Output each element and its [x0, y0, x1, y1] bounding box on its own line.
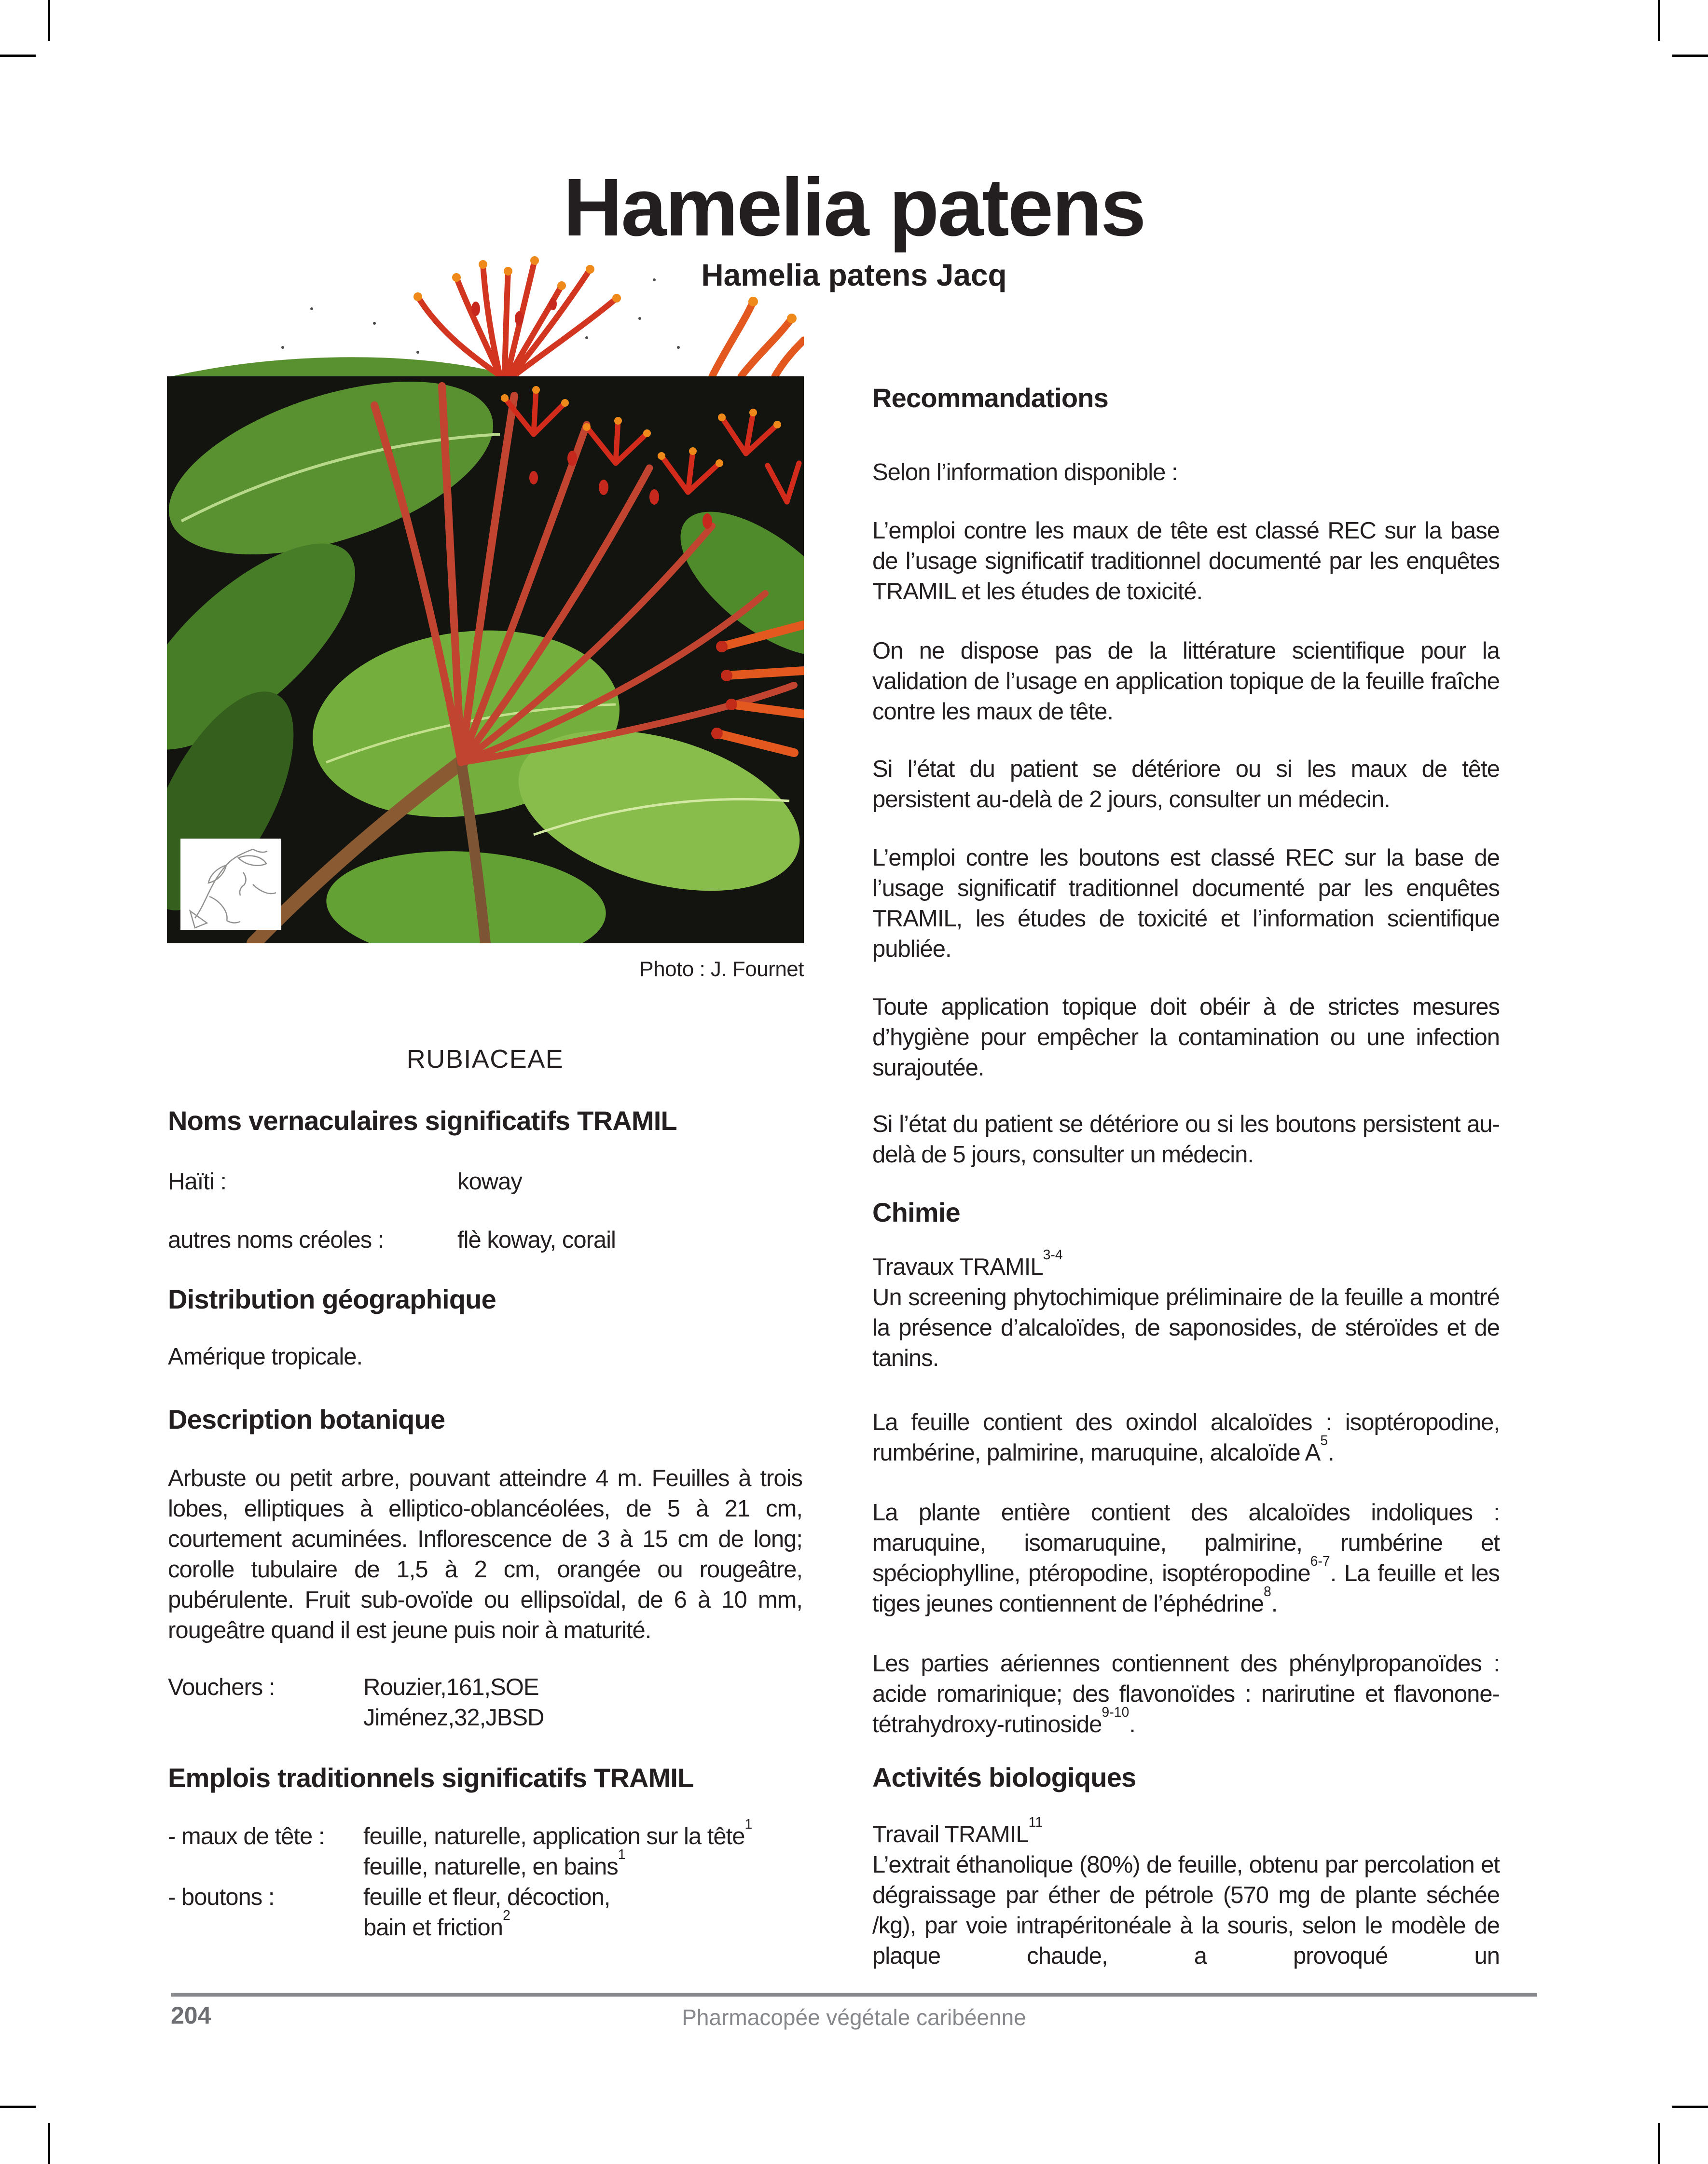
flower-spray-illustration	[167, 251, 804, 376]
use-line: feuille, naturelle, application sur la tête$^1$	[363, 1817, 753, 1849]
vouchers-label: Vouchers :	[168, 1674, 275, 1700]
vernacular-heading: Noms vernaculaires significatifs TRAMIL	[168, 1105, 677, 1136]
recommendation-paragraph: Si l’état du patient se détériore ou si les maux de tête persistent au-delà de 2 jours, consulter un médecin.	[872, 756, 1500, 813]
recommendation-paragraph: L’emploi contre les maux de tête est classé REC sur la base de l’usage significatif traditionnel documenté par les enquêtes TRAMIL et les études de toxicité.	[872, 518, 1500, 605]
vernacular-value: koway	[457, 1169, 522, 1195]
right-column	[872, 381, 1500, 1971]
left-column	[168, 1042, 802, 1943]
crop-mark-top-right-vertical	[1658, 0, 1660, 41]
use-line: feuille et fleur, décoction,	[363, 1884, 610, 1910]
chemistry-paragraph: La plante entière contient des alcaloïdes indoliques : maruquine, isomaruquine, palmirine, rumbérine et spéciophylline, ptéropodine, isoptéropodine$^{6-7}$. La feuille et les tiges jeunes contiennent de l’éphédrine$^8$.	[872, 1500, 1500, 1617]
botany-paragraph: Arbuste ou petit arbre, pouvant atteindre 4 m. Feuilles à trois lobes, elliptiques à elliptico-oblancéolées, de 5 à 21 cm, courtement acuminées. Inflorescence de 3 à 15 cm de long; corolle tubulaire de 1,5 à 2 cm, orangée ou rougeâtre, pubérulente. Fruit sub-ovoïde ou ellipsoïdal, de 6 à 10 mm, rougeâtre quand il est jeune puis noir à maturité.	[168, 1465, 802, 1643]
crop-mark-bottom-left-horizontal	[0, 2106, 36, 2108]
use-label: - maux de tête :	[168, 1823, 325, 1849]
plant-photo	[167, 376, 804, 943]
botany-heading: Description botanique	[168, 1404, 445, 1434]
book-title: Pharmacopée végétale caribéenne	[682, 2005, 1026, 2030]
photo-overflow-flowers	[167, 251, 804, 376]
crop-mark-bottom-right-vertical	[1658, 2123, 1660, 2164]
recommendations-intro: Selon l’information disponible :	[872, 459, 1178, 485]
biology-source: Travail TRAMIL$^{11}$	[872, 1815, 1043, 1847]
vernacular-row-creole	[168, 1225, 802, 1255]
crop-mark-top-left-horizontal	[0, 55, 36, 57]
footer-rule	[171, 1993, 1537, 1997]
vernacular-label: Haïti :	[168, 1169, 226, 1195]
family-name: RUBIACEAE	[406, 1045, 564, 1074]
chemistry-source: Travaux TRAMIL$^{3-4}$	[872, 1247, 1063, 1280]
use-values	[363, 1817, 753, 1882]
recommendation-paragraph: On ne dispose pas de la littérature scientifique pour la validation de l’usage en application topique de la feuille fraîche contre les maux de tête.	[872, 638, 1500, 725]
crop-mark-top-right-horizontal	[1672, 55, 1708, 57]
voucher-value: Rouzier,161,SOE	[363, 1674, 539, 1700]
voucher-value: Jiménez,32,JBSD	[363, 1705, 544, 1731]
biology-heading: Activités biologiques	[872, 1762, 1136, 1792]
use-label: - boutons :	[168, 1884, 275, 1910]
chemistry-paragraph: La feuille contient des oxindol alcaloïdes : isoptéropodine, rumbérine, palmirine, maruquine, alcaloïde $A^5$.	[872, 1409, 1500, 1466]
use-values	[363, 1882, 610, 1943]
crop-mark-top-left-vertical	[48, 0, 50, 41]
vouchers-values	[363, 1672, 544, 1733]
uses-heading: Emplois traditionnels significatifs TRAMIL	[168, 1763, 694, 1793]
use-row-pimples	[168, 1882, 802, 1943]
vouchers-row	[168, 1672, 802, 1733]
botanical-sketch-inset	[180, 839, 281, 930]
page-subtitle: Hamelia patens Jacq	[701, 258, 1007, 292]
recommendation-paragraph: Si l’état du patient se détériore ou si les boutons persistent au-delà de 5 jours, consulter un médecin.	[872, 1111, 1500, 1168]
vernacular-row-haiti	[168, 1167, 802, 1197]
botanical-sketch	[180, 839, 281, 930]
biology-paragraph: L’extrait éthanolique (80%) de feuille, obtenu par percolation et dégraissage par éther de pétrole (570 mg de plante séchée /kg), par voie intrapéritonéale à la souris, selon le modèle de plaque chaude, a provoqué un	[872, 1852, 1500, 1969]
crop-mark-bottom-right-horizontal	[1672, 2106, 1708, 2108]
use-row-headache	[168, 1817, 802, 1882]
chemistry-paragraph: Les parties aériennes contiennent des phénylpropanoïdes : acide romarinique; des flavonoïdes : narirutine et flavonone-tétrahydroxy-rutinoside$^{9-10}$.	[872, 1651, 1500, 1737]
recommendations-heading: Recommandations	[872, 383, 1108, 413]
photo-credit: Photo : J. Fournet	[639, 957, 804, 981]
chemistry-paragraph: Un screening phytochimique préliminaire de la feuille a montré la présence d’alcaloïdes, de saponosides, de stéroïdes et de tanins.	[872, 1284, 1500, 1371]
recommendation-paragraph: L’emploi contre les boutons est classé REC sur la base de l’usage significatif traditionnel documenté par les enquêtes TRAMIL, les études de toxicité et l’information scientifique publiée.	[872, 845, 1500, 962]
crop-mark-bottom-left-vertical	[48, 2123, 50, 2164]
use-line: bain et friction$^2$	[363, 1908, 510, 1941]
vernacular-value: flè koway, corail	[457, 1227, 616, 1253]
page-title: Hamelia patens	[563, 162, 1145, 253]
distribution-heading: Distribution géographique	[168, 1284, 496, 1314]
vernacular-label: autres noms créoles :	[168, 1227, 384, 1253]
recommendation-paragraph: Toute application topique doit obéir à de strictes mesures d’hygiène pour empêcher la contamination ou une infection surajoutée.	[872, 994, 1500, 1081]
distribution-text: Amérique tropicale.	[168, 1344, 363, 1370]
page-number: 204	[171, 2002, 211, 2029]
chemistry-heading: Chimie	[872, 1197, 960, 1227]
use-line: feuille, naturelle, en bains$^1$	[363, 1847, 626, 1880]
